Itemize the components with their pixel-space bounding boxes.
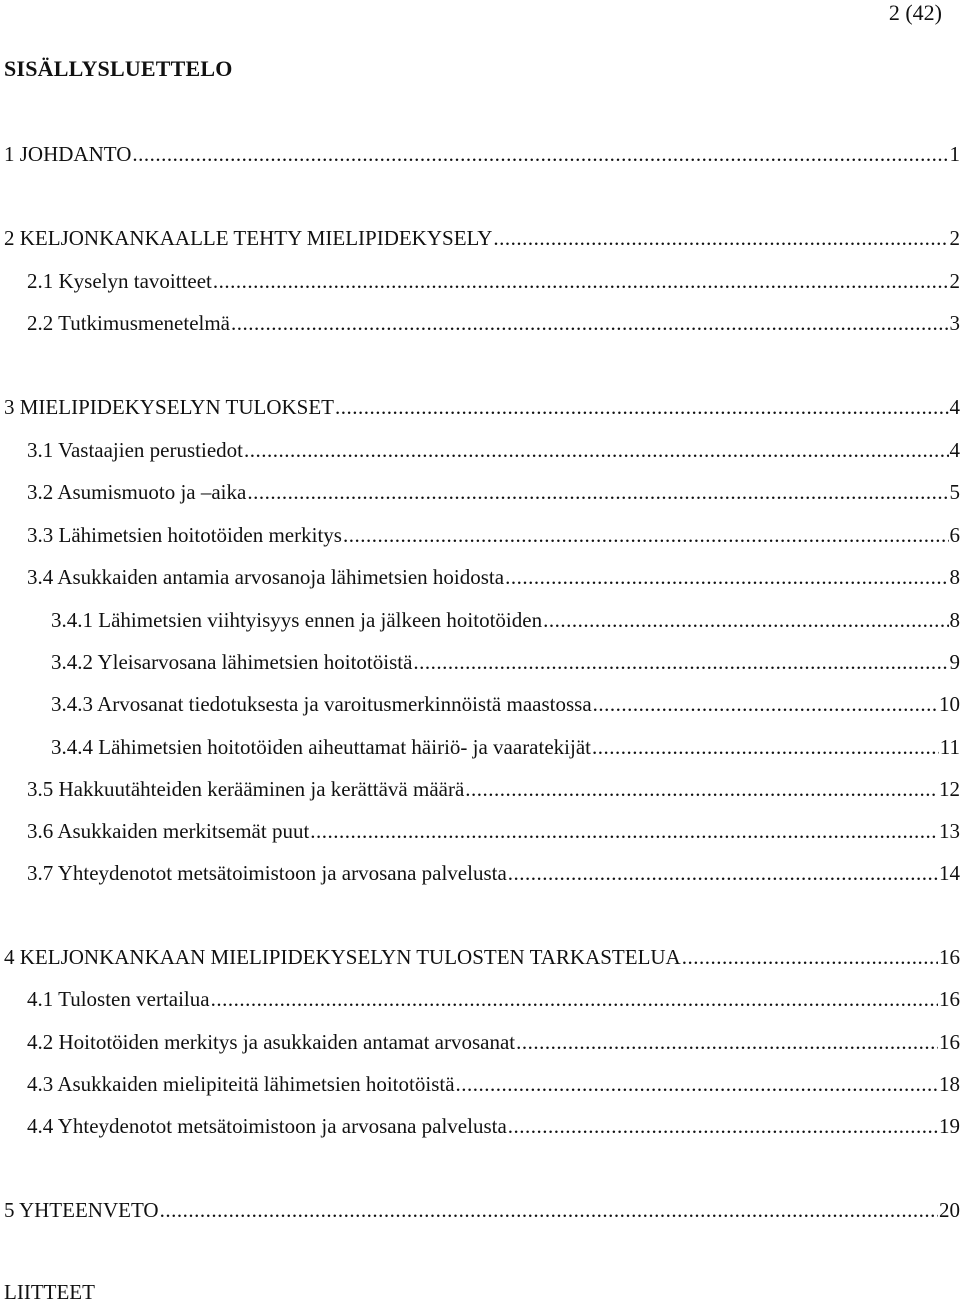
- toc-entry-label: 3.1 Vastaajien perustiedot: [27, 437, 243, 463]
- toc-entry-label: 4.2 Hoitotöiden merkitys ja asukkaiden antamat arvosanat: [27, 1029, 515, 1055]
- toc-entry-page: 16: [939, 986, 960, 1012]
- toc-entry-label: 4.3 Asukkaiden mielipiteitä lähimetsien hoitotöistä: [27, 1071, 455, 1097]
- toc-entry-page: 4: [950, 437, 960, 463]
- toc-entry-label: 3.5 Hakkuutähteiden kerääminen ja kerättävä määrä: [27, 776, 464, 802]
- toc-entry-hakkuutahteet[interactable]: [27, 776, 960, 802]
- toc-entry-page: 13: [939, 818, 960, 844]
- toc-leader-dots: [213, 268, 949, 294]
- toc-entry-page: 11: [940, 734, 960, 760]
- toc-entry-page: 3: [950, 310, 960, 336]
- toc-entry-page: 16: [939, 1029, 960, 1055]
- toc-entry-page: 18: [939, 1071, 960, 1097]
- toc-entry-label: 3 MIELIPIDEKYSELYN TULOKSET: [4, 394, 334, 420]
- toc-entry-johdanto[interactable]: [4, 141, 960, 167]
- toc-entry-label: 3.3 Lähimetsien hoitotöiden merkitys: [27, 522, 342, 548]
- toc-entry-page: 6: [950, 522, 960, 548]
- toc-entry-viihtyisyys[interactable]: [51, 607, 960, 633]
- toc-entry-hoitotoiden-arvosanat[interactable]: [27, 1029, 960, 1055]
- toc-entry-tutkimusmenetelma[interactable]: [27, 310, 960, 336]
- toc-entry-label: 4.4 Yhteydenotot metsätoimistoon ja arvosana palvelusta: [27, 1113, 507, 1139]
- toc-leader-dots: [247, 479, 948, 505]
- toc-leader-dots: [493, 225, 948, 251]
- page-number: 2 (42): [889, 0, 942, 26]
- toc-leader-dots: [543, 607, 948, 633]
- toc-entry-page: 5: [950, 479, 960, 505]
- toc-entry-page: 12: [939, 776, 960, 802]
- toc-leader-dots: [310, 818, 938, 844]
- toc-entry-tulosten-vertailua[interactable]: [27, 986, 960, 1012]
- toc-leader-dots: [465, 776, 938, 802]
- toc-entry-yleisarvosana[interactable]: [51, 649, 960, 675]
- toc-entry-tiedotus[interactable]: [51, 691, 960, 717]
- toc-entry-label: 3.2 Asumismuoto ja –aika: [27, 479, 246, 505]
- toc-leader-dots: [508, 860, 938, 886]
- toc-entry-yhteydenotot-4-4[interactable]: [27, 1113, 960, 1139]
- toc-entry-label: 3.4.1 Lähimetsien viihtyisyys ennen ja jälkeen hoitotöiden: [51, 607, 542, 633]
- toc-title: SISÄLLYSLUETTELO: [4, 56, 233, 82]
- toc-entry-label: 3.4.4 Lähimetsien hoitotöiden aiheuttamat häiriö- ja vaaratekijät: [51, 734, 591, 760]
- toc-leader-dots: [516, 1029, 938, 1055]
- toc-entry-label: 5 YHTEENVETO: [4, 1197, 159, 1223]
- toc-entry-label: 4.1 Tulosten vertailua: [27, 986, 210, 1012]
- toc-entry-label: 4 KELJONKANKAAN MIELIPIDEKYSELYN TULOSTEN TARKASTELUA: [4, 944, 681, 970]
- toc-entry-page: 4: [950, 394, 960, 420]
- toc-entry-tarkastelua[interactable]: [4, 944, 960, 970]
- toc-entry-page: 1: [950, 141, 960, 167]
- toc-entry-hoitotoiden-merkitys[interactable]: [27, 522, 960, 548]
- toc-entry-label: 2.2 Tutkimusmenetelmä: [27, 310, 230, 336]
- toc-entry-yhteenveto[interactable]: [4, 1197, 960, 1223]
- toc-entry-label: 1 JOHDANTO: [4, 141, 131, 167]
- toc-entry-kyselyn-tavoitteet[interactable]: [27, 268, 960, 294]
- toc-entry-label: 2 KELJONKANKAALLE TEHTY MIELIPIDEKYSELY: [4, 225, 492, 251]
- toc-leader-dots: [335, 394, 949, 420]
- toc-entry-label: 3.4.2 Yleisarvosana lähimetsien hoitotöistä: [51, 649, 412, 675]
- toc-entry-label: 3.4.3 Arvosanat tiedotuksesta ja varoitusmerkinnöistä maastossa: [51, 691, 592, 717]
- toc-entry-label: 3.4 Asukkaiden antamia arvosanoja lähimetsien hoidosta: [27, 564, 504, 590]
- toc-leader-dots: [132, 141, 948, 167]
- toc-entry-page: 8: [950, 607, 960, 633]
- toc-entry-mielipiteita[interactable]: [27, 1071, 960, 1097]
- toc-entry-label: 3.7 Yhteydenotot metsätoimistoon ja arvosana palvelusta: [27, 860, 507, 886]
- toc-entry-tulokset[interactable]: [4, 394, 960, 420]
- toc-leader-dots: [508, 1113, 938, 1139]
- toc-entry-page: 10: [939, 691, 960, 717]
- toc-leader-dots: [244, 437, 949, 463]
- toc-entry-page: 8: [950, 564, 960, 590]
- toc-entry-vastaajien-perustiedot[interactable]: [27, 437, 960, 463]
- toc-entry-page: 2: [950, 268, 960, 294]
- toc-leader-dots: [593, 691, 938, 717]
- toc-entry-page: 20: [939, 1197, 960, 1223]
- toc-entry-page: 2: [950, 225, 960, 251]
- toc-entry-mielipidekysely[interactable]: [4, 225, 960, 251]
- toc-entry-page: 16: [939, 944, 960, 970]
- toc-leader-dots: [413, 649, 948, 675]
- toc-leader-dots: [456, 1071, 938, 1097]
- toc-leader-dots: [343, 522, 949, 548]
- toc-entry-label: 3.6 Asukkaiden merkitsemät puut: [27, 818, 309, 844]
- toc-leader-dots: [160, 1197, 938, 1223]
- toc-leader-dots: [231, 310, 948, 336]
- toc-appendix-heading: LIITTEET: [4, 1279, 95, 1305]
- toc-entry-yhteydenotot-3-7[interactable]: [27, 860, 960, 886]
- toc-leader-dots: [682, 944, 938, 970]
- toc-entry-label: 2.1 Kyselyn tavoitteet: [27, 268, 212, 294]
- toc-entry-page: 9: [950, 649, 960, 675]
- toc-entry-asumismuoto[interactable]: [27, 479, 960, 505]
- toc-entry-page: 19: [939, 1113, 960, 1139]
- toc-leader-dots: [592, 734, 939, 760]
- toc-leader-dots: [211, 986, 938, 1012]
- toc-leader-dots: [505, 564, 948, 590]
- toc-entry-page: 14: [939, 860, 960, 886]
- toc-entry-hairiotekijat[interactable]: [51, 734, 960, 760]
- toc-entry-merkitsemat-puut[interactable]: [27, 818, 960, 844]
- toc-entry-arvosanoja[interactable]: [27, 564, 960, 590]
